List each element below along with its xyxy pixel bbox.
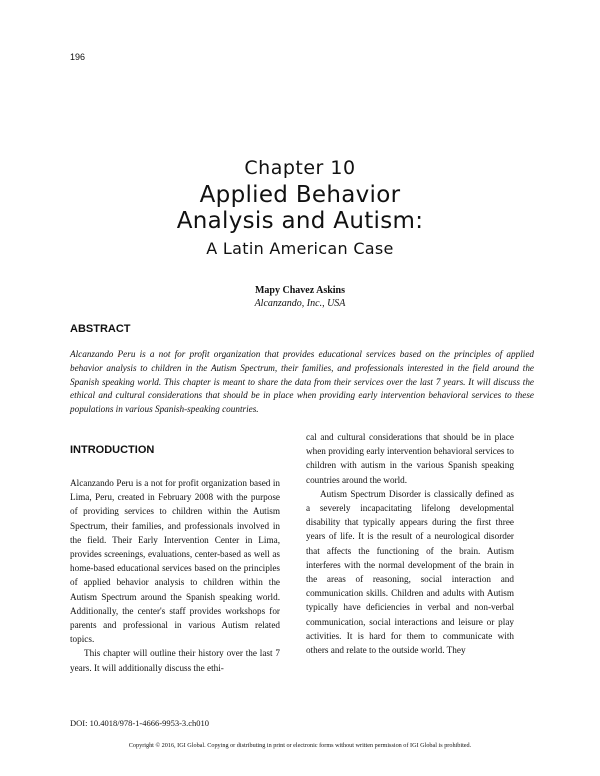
doi: DOI: 10.4018/978-1-4666-9953-3.ch010 (70, 718, 210, 728)
introduction-heading: INTRODUCTION (70, 444, 155, 456)
chapter-title-line-2: Analysis and Autism: (176, 208, 424, 234)
left-column (70, 476, 280, 675)
chapter-label: Chapter 10 (244, 157, 356, 179)
chapter-subtitle: A Latin American Case (206, 239, 394, 258)
page-number: 196 (70, 52, 86, 62)
abstract-text: Alcanzando Peru is a not for profit organization that provides educational services based on the principles of applied behavior analysis to children in the Autism Spectrum, their families, and professionals interested in the field around the Spanish speaking world. This chapter is meant to share the data from their services over the last 7 years. It will discuss the ethical and cultural considerations that should be in place when providing early intervention behavioral services to these populations in various Spanish-speaking countries. (70, 349, 534, 415)
abstract-heading: ABSTRACT (70, 323, 131, 335)
chapter-title (0, 182, 600, 234)
author-affiliation: Alcanzando, Inc., USA (254, 298, 346, 309)
right-column (306, 430, 514, 657)
copyright-notice: Copyright © 2016, IGI Global. Copying or distributing in print or electronic forms without written permission of IGI Global is prohibited. (128, 742, 472, 749)
paragraph: cal and cultural considerations that should be in place when providing early intervention behavioral services to children with autism in the various Spanish speaking countries around the world. (306, 432, 514, 485)
paragraph: Autism Spectrum Disorder is classically defined as a severely incapacitating lifelong developmental disability that typically appears during the first three years of life. It is the result of a neurological disorder that affects the functioning of the brain. Autism interferes with the normal development of the brain in the areas of reasoning, social interaction and communication skills. Children and adults with Autism typically have deficiencies in verbal and non-verbal communication, social interactions and leisure or play activities. It is hard for them to communicate with others and relate to the outside world. They (306, 488, 514, 656)
author-name: Mapy Chavez Askins (254, 285, 345, 296)
paragraph: This chapter will outline their history over the last 7 years. It will additionally discuss the ethi- (70, 648, 280, 673)
chapter-title-line-1: Applied Behavior (199, 182, 401, 208)
paragraph: Alcanzando Peru is a not for profit organization based in Lima, Peru, created in February 2008 with the purpose of providing services to children within the Autism Spectrum, their families, and professionals involved in the field. Their Early Intervention Center in Lima, provides screenings, evaluations, center-based as well as home-based educational services based on the principles of applied behavior analysis to children within the Autism Spectrum around the Spanish speaking world. Additionally, the center's staff provides workshops for parents and professional in various Autism related topics. (70, 478, 280, 645)
